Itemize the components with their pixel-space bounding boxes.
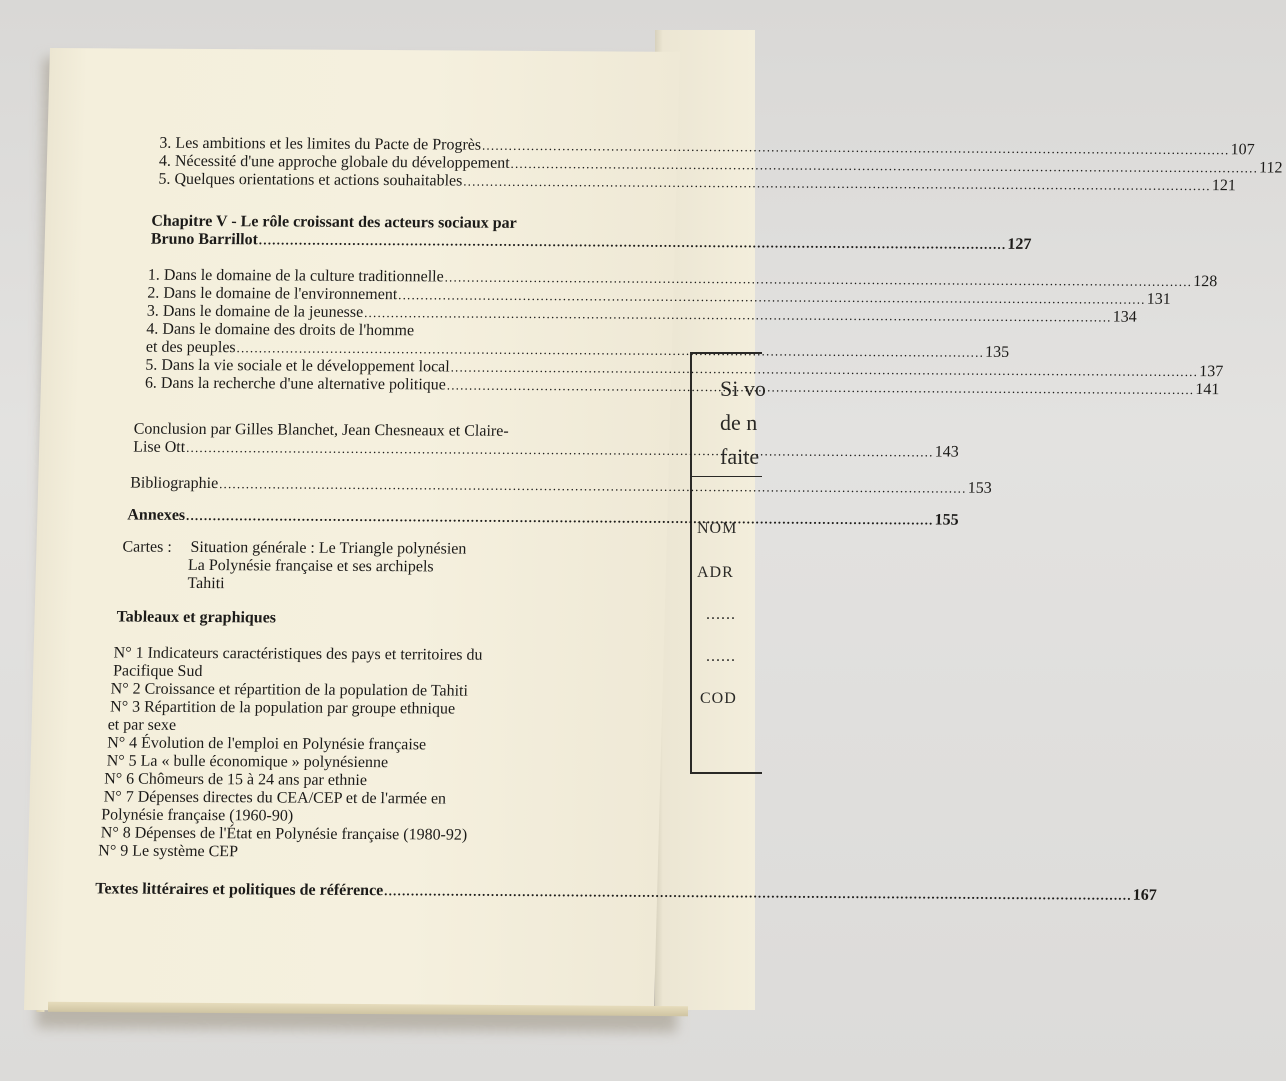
dot-leader — [259, 231, 1007, 254]
dot-leader — [219, 475, 967, 498]
toc-entry-page: 131 — [1146, 290, 1171, 308]
toc-entry-page: 121 — [1211, 177, 1237, 195]
chapter-author: Bruno Barrillot — [150, 230, 259, 249]
tableau-item: N° 6 Chômeurs de 15 à 24 ans par ethnie — [103, 770, 368, 790]
form-field-dots: ...... — [706, 648, 736, 665]
toc-entry-title: Lise Ott — [132, 438, 186, 456]
toc-entry-page: 143 — [934, 443, 959, 461]
toc-entry-page: 155 — [934, 511, 959, 529]
dot-leader — [364, 304, 1112, 327]
toc-entry — [130, 474, 992, 497]
tableau-item: Polynésie française (1960-90) — [101, 806, 294, 825]
order-form-box — [690, 352, 766, 774]
tableau-item: N° 4 Évolution de l'emploi en Polynésie française — [106, 734, 427, 754]
form-heading-line1: Si vo — [720, 376, 766, 401]
dot-leader — [186, 439, 934, 462]
form-heading-line2: de n — [720, 410, 758, 435]
toc-entry — [95, 880, 1157, 904]
form-field-adresse: ADR — [697, 564, 734, 581]
tableaux-heading: Tableaux et graphiques — [116, 608, 277, 627]
toc-entry — [150, 230, 1032, 254]
toc-entry-title: Textes littéraires et politiques de référence — [95, 880, 384, 900]
dot-leader — [384, 882, 1132, 905]
tableau-item: N° 5 La « bulle économique » polynésienne — [106, 752, 389, 772]
toc-entry-title: Annexes — [127, 506, 186, 524]
toc-entry-title: 3. Dans le domaine de la jeunesse — [146, 302, 364, 321]
conclusion-title: Conclusion par Gilles Blanchet, Jean Chesneaux et Claire- — [133, 420, 509, 440]
toc-entry-page: 134 — [1112, 308, 1137, 326]
toc-entry-page: 141 — [1195, 381, 1220, 399]
toc-entry-title: 4. Nécessité d'une approche globale du développement — [158, 152, 510, 172]
tableau-item: N° 7 Dépenses directes du CEA/CEP et de l'armée en — [103, 788, 447, 808]
toc-entry-page: 127 — [1007, 235, 1032, 254]
tableau-item: Pacifique Sud — [112, 662, 203, 681]
toc-entry-page: 128 — [1192, 273, 1218, 291]
carte-item: Tahiti — [187, 574, 225, 593]
toc-entry-title: Bibliographie — [130, 474, 219, 493]
dot-leader — [186, 507, 934, 530]
toc-entry — [158, 170, 1237, 195]
toc-entry-title: et des peuples — [145, 338, 236, 357]
toc-entry-page: 137 — [1198, 363, 1224, 381]
toc-entry-page: 107 — [1230, 141, 1255, 159]
toc-entry-page: 112 — [1258, 159, 1283, 177]
toc-entry-page: 167 — [1132, 886, 1157, 904]
tableau-item: N° 2 Croissance et répartition de la population de Tahiti — [110, 680, 469, 700]
tableau-item: et par sexe — [107, 716, 177, 734]
toc-entry-page: 135 — [984, 343, 1010, 361]
chapter-title: Chapitre V - Le rôle croissant des acteurs sociaux par — [151, 212, 517, 232]
dot-leader — [447, 376, 1195, 399]
toc-entry-title: 5. Dans la vie sociale et le développement local — [145, 356, 450, 376]
cartes-label: Cartes : — [122, 538, 173, 556]
dot-leader — [463, 173, 1211, 196]
toc-entry-title: 2. Dans le domaine de l'environnement — [147, 284, 398, 304]
toc-entry-page: 153 — [967, 479, 992, 497]
toc-entry-title: 4. Dans le domaine des droits de l'homme — [146, 320, 415, 340]
carte-item: La Polynésie française et ses archipels — [187, 556, 434, 576]
toc-entry-title: 5. Quelques orientations et actions souhaitables — [158, 170, 463, 190]
tableau-item: N° 1 Indicateurs caractéristiques des pays et territoires du — [113, 644, 483, 664]
toc-entry-title: 3. Les ambitions et les limites du Pacte de Progrès — [159, 134, 482, 154]
tableau-item: N° 9 Le système CEP — [98, 842, 239, 861]
tableau-item: N° 3 Répartition de la population par groupe ethnique — [109, 698, 456, 718]
carte-item: Situation générale : Le Triangle polynésien — [190, 538, 467, 558]
tableau-item: N° 8 Dépenses de l'État en Polynésie française (1980-92) — [100, 824, 468, 844]
toc-entry-title: 6. Dans la recherche d'une alternative politique — [144, 374, 447, 394]
form-divider — [692, 476, 762, 477]
form-field-nom: NOM — [697, 520, 738, 537]
form-field-code: COD — [700, 690, 737, 707]
form-field-dots: ...... — [706, 606, 736, 623]
toc-entry-title: 1. Dans le domaine de la culture traditionnelle — [147, 266, 444, 286]
form-heading-line3: faite — [720, 444, 760, 469]
